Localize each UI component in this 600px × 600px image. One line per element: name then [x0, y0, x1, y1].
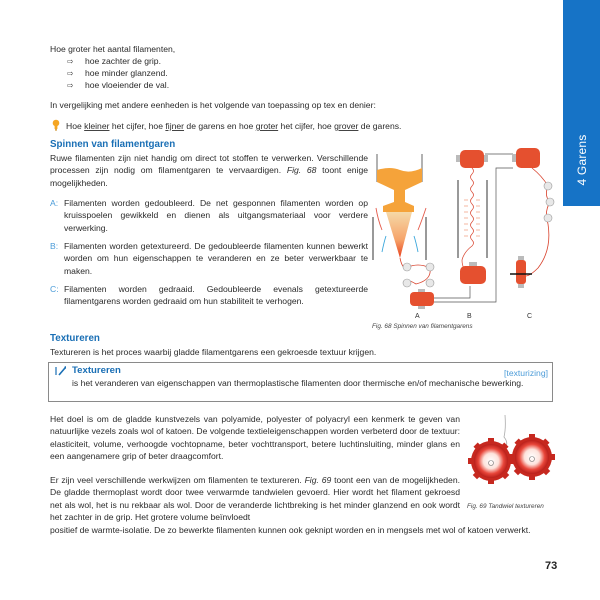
list-text: Filamenten worden gedraaid. Gedoubleerde evenals getextureerde filamentgarens worden gedraaid om hun stabiliteit te verhogen.	[64, 284, 368, 307]
figure-68-caption: Fig. 68 Spinnen van filamentgarens	[372, 323, 473, 330]
pen-icon	[55, 366, 67, 376]
section-intro: Textureren is het proces waarbij gladde filamentgarens een gekroesde textuur krijgen.	[50, 347, 377, 357]
section-paragraph	[50, 152, 368, 189]
list-item-a	[50, 197, 368, 234]
methods-paragraph-tail: positief de warmte-isolatie. De zo bewerkte filamenten kunnen ook geknipt worden en in mengsels met wol of katoen verwerkt.	[50, 525, 531, 535]
bullet-text: hoe minder glanzend.	[85, 68, 168, 78]
list-item-b	[50, 240, 368, 277]
figure-label-a: A	[415, 313, 420, 320]
lightbulb-icon	[52, 119, 60, 131]
tip-part: de garens.	[358, 121, 402, 131]
tip-text	[66, 120, 401, 132]
definition-box	[48, 362, 553, 402]
definition-term: Textureren	[72, 365, 121, 376]
figure-label-c: C	[527, 313, 533, 320]
tip-part: de garens en hoe	[184, 121, 256, 131]
definition-english: [texturizing]	[504, 368, 548, 378]
arrow-right-icon: ⇨	[67, 81, 74, 90]
section-heading: Spinnen van filamentgaren	[50, 139, 176, 150]
paragraph-text: toont een van de mogelijkheden. De gladde thermoplast wordt door twee verwarmde tandwielen gevoerd. Hier wordt het filament gekroesd net als wol, het is nu rekbaar als wol. Door de veranderde lichtbreking is het minder glanzend en ook wordt het zachter in de grip. Het grotere volume beïnvloedt	[50, 475, 460, 523]
figure-68	[370, 140, 560, 330]
texture-paragraph: Het doel is om de gladde kunstvezels van polyamide, polyester of polyacryl een kenmerk te geven van natuurlijke vezels zoals wol of katoen. De volgende textieleigenschappen worden verbeterd door de textuur: elasticiteit, volume, verhoogde vochtopname, beter vochttransport, betere luchtinsluiting, minder glans en een aangenamere grip of beter draagcomfort.	[50, 414, 460, 462]
list-item-c	[50, 283, 368, 308]
chapter-tab-label: 4 Garens	[574, 134, 589, 186]
chapter-tab	[563, 0, 600, 206]
bullet-text: hoe vloeiender de val.	[85, 80, 170, 90]
gear-left	[468, 438, 514, 484]
list-text: Filamenten worden gedoubleerd. De net gesponnen filamenten worden op kruisspoelen gewikkeld en dienen als uitgangsmateriaal voor verdere verwerking.	[64, 198, 368, 233]
definition-text: is het veranderen van eigenschappen van thermoplastische filamenten door thermische en/of mechanische bewerking.	[72, 378, 524, 388]
list-letter: C:	[50, 284, 59, 294]
paragraph-text: toont enige mogelijkheden.	[50, 165, 369, 188]
figure-69	[465, 415, 560, 510]
figure-reference: Fig. 68	[286, 165, 317, 176]
list-text: Filamenten worden getextureerd. De gedoubleerde filamenten kunnen bewerkt worden om hun eigenschappen te veranderen en ze beter verwerkbaar te maken.	[64, 241, 368, 276]
gear-wheels-diagram	[465, 415, 560, 487]
comparison-text: In vergelijking met andere eenheden is het volgende van toepassing op tex en denier:	[50, 100, 376, 110]
list-item	[67, 79, 169, 92]
tip-part: Hoe	[66, 121, 85, 131]
list-letter: A:	[50, 198, 59, 208]
section-heading: Textureren	[50, 333, 100, 344]
spinning-diagram	[370, 140, 560, 315]
tip-emphasis: groter	[255, 121, 279, 131]
arrow-right-icon: ⇨	[67, 57, 74, 66]
methods-paragraph	[50, 474, 460, 524]
list-letter: B:	[50, 241, 59, 251]
tip-part: het cijfer, hoe	[278, 121, 335, 131]
tip-part: het cijfer, hoe	[109, 121, 166, 131]
gear-right	[509, 434, 555, 480]
tip-emphasis: fijner	[165, 121, 185, 131]
tip-emphasis: kleiner	[84, 121, 110, 131]
tip-emphasis: grover	[334, 121, 359, 131]
paragraph-text: Ruwe filamenten zijn niet handig om direct tot stoffen te verwerken. Verschillende processen zijn nodig om filamentgaren te vervaardigen.	[50, 153, 368, 176]
bullet-text: hoe zachter de grip.	[85, 56, 161, 66]
page-number: 73	[545, 560, 558, 572]
paragraph-text: Er zijn veel verschillende werkwijzen om filamenten te textureren.	[50, 475, 305, 485]
figure-69-caption: Fig. 69 Tandwiel textureren	[467, 503, 544, 510]
figure-label-b: B	[467, 313, 472, 320]
intro-lead: Hoe groter het aantal filamenten,	[50, 44, 176, 54]
figure-reference: Fig. 69	[304, 475, 332, 485]
arrow-right-icon: ⇨	[67, 69, 74, 78]
